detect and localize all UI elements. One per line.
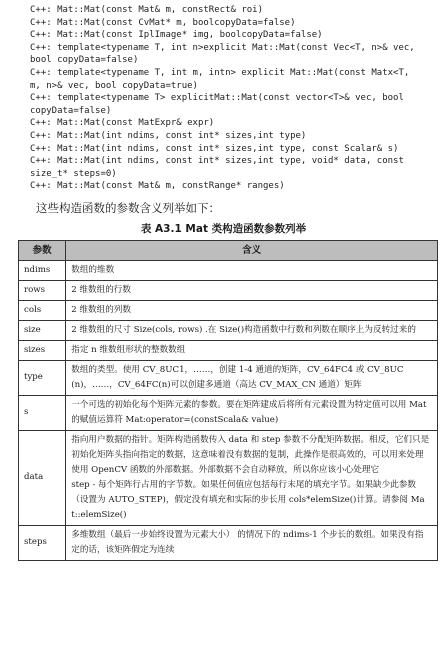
param-desc-cell: 2 维数组的列数	[66, 300, 438, 320]
table-row	[19, 395, 438, 430]
param-name-cell: s	[19, 395, 66, 430]
table-row	[19, 525, 438, 560]
param-desc-cell: 一个可选的初始化每个矩阵元素的参数。要在矩阵建成后将所有元素设置为特定值可以用 Mat 的赋值运算符 Mat:operator=(constScala& value)	[66, 395, 438, 430]
param-desc-cell: 数组的维数	[66, 260, 438, 280]
code-line: C++: Mat::Mat(const MatExpr& expr)	[30, 118, 215, 129]
param-name-cell: ndims	[19, 260, 66, 280]
table-row	[19, 360, 438, 395]
table-row	[19, 340, 438, 360]
param-name-cell: type	[19, 360, 66, 395]
param-desc-cell: 多维数组（最后一步始终设置为元素大小） 的情况下的 ndims-1 个步长的数组。如果没有指定的话，该矩阵假定为连续	[66, 525, 438, 560]
code-line: bool copyData=false)	[30, 55, 139, 66]
code-line: C++: template<typename T, int m, intn> explicit Mat::Mat(const Matx<T,	[30, 67, 410, 78]
table-row	[19, 430, 438, 525]
code-line: C++: Mat::Mat(const Mat& m, constRect& roi)	[30, 5, 263, 15]
code-line: C++: Mat::Mat(int ndims, const int* sizes,int type)	[30, 130, 307, 141]
parameter-table	[18, 240, 438, 561]
header-desc: 含义	[66, 240, 438, 260]
table-body	[19, 260, 438, 560]
code-line: C++: Mat::Mat(const IplImage* img, boolcopyData=false)	[30, 30, 323, 41]
code-listing	[30, 4, 439, 193]
code-line: C++: Mat::Mat(int ndims, const int* sizes,int type, void* data, const	[30, 156, 404, 167]
param-name-cell: steps	[19, 525, 66, 560]
code-line: C++: template<typename T> explicitMat::Mat(const vector<T>& vec, bool	[30, 93, 404, 104]
param-name-cell: size	[19, 320, 66, 340]
param-desc-cell: 数组的类型。使用 CV_8UC1，……，创建 1-4 通道的矩阵，CV_64FC4 或 CV_8UC(n)，……，CV_64FC(n)可以创建多通道（高达 CV_MAX_CN 通道）矩阵	[66, 360, 438, 395]
param-desc-cell: 指定 n 维数组形状的整数数组	[66, 340, 438, 360]
param-desc-cell: 2 维数组的行数	[66, 280, 438, 300]
code-line: size_t* steps=0)	[30, 168, 117, 179]
code-line: C++: Mat::Mat(const CvMat* m, boolcopyData=false)	[30, 17, 296, 28]
param-name-cell: cols	[19, 300, 66, 320]
table-row	[19, 280, 438, 300]
table-row	[19, 300, 438, 320]
code-line: C++: template<typename T, int n>explicit Mat::Mat(const Vec<T, n>& vec,	[30, 42, 415, 53]
table-row	[19, 260, 438, 280]
param-desc-cell: 2 维数组的尺寸 Size(cols, rows) .在 Size()构造函数中行数和列数在顺序上为反转过来的	[66, 320, 438, 340]
header-param: 参数	[19, 240, 66, 260]
table-caption: 表 A3.1 Mat 类构造函数参数列举	[140, 222, 307, 235]
code-line: m, n>& vec, bool copyData=true)	[30, 80, 198, 91]
code-line: C++: Mat::Mat(int ndims, const int* sizes,int type, const Scalar& s)	[30, 143, 399, 154]
param-name-cell: sizes	[19, 340, 66, 360]
code-line: copyData=false)	[30, 105, 112, 116]
param-desc-cell: 指向用户数据的指针。矩阵构造函数传入 data 和 step 参数不分配矩阵数据。相反，它们只是初始化矩阵头指向指定的数据，这意味着没有数据的复制，此操作是很高效的，可以用来处理使用 OpenCV 函数的外部数据。外部数据不会自动释放，所以你应该小心处理它 step - 每个矩阵行占用的字节数。如果任何值应包括每行末尾的填充字节。如果缺少此参数（设置为 AUTO_STEP)，假定没有填充和实际的步长用 cols*elemSize()计算。请参阅 Mat::elemSize()	[66, 430, 438, 525]
table-row	[19, 320, 438, 340]
param-name-cell: data	[19, 430, 66, 525]
code-line: C++: Mat::Mat(const Mat& m, constRange* ranges)	[30, 181, 285, 192]
table-header-row	[19, 240, 438, 260]
intro-text: 这些构造函数的参数含义列举如下：	[36, 200, 220, 215]
param-name-cell: rows	[19, 280, 66, 300]
